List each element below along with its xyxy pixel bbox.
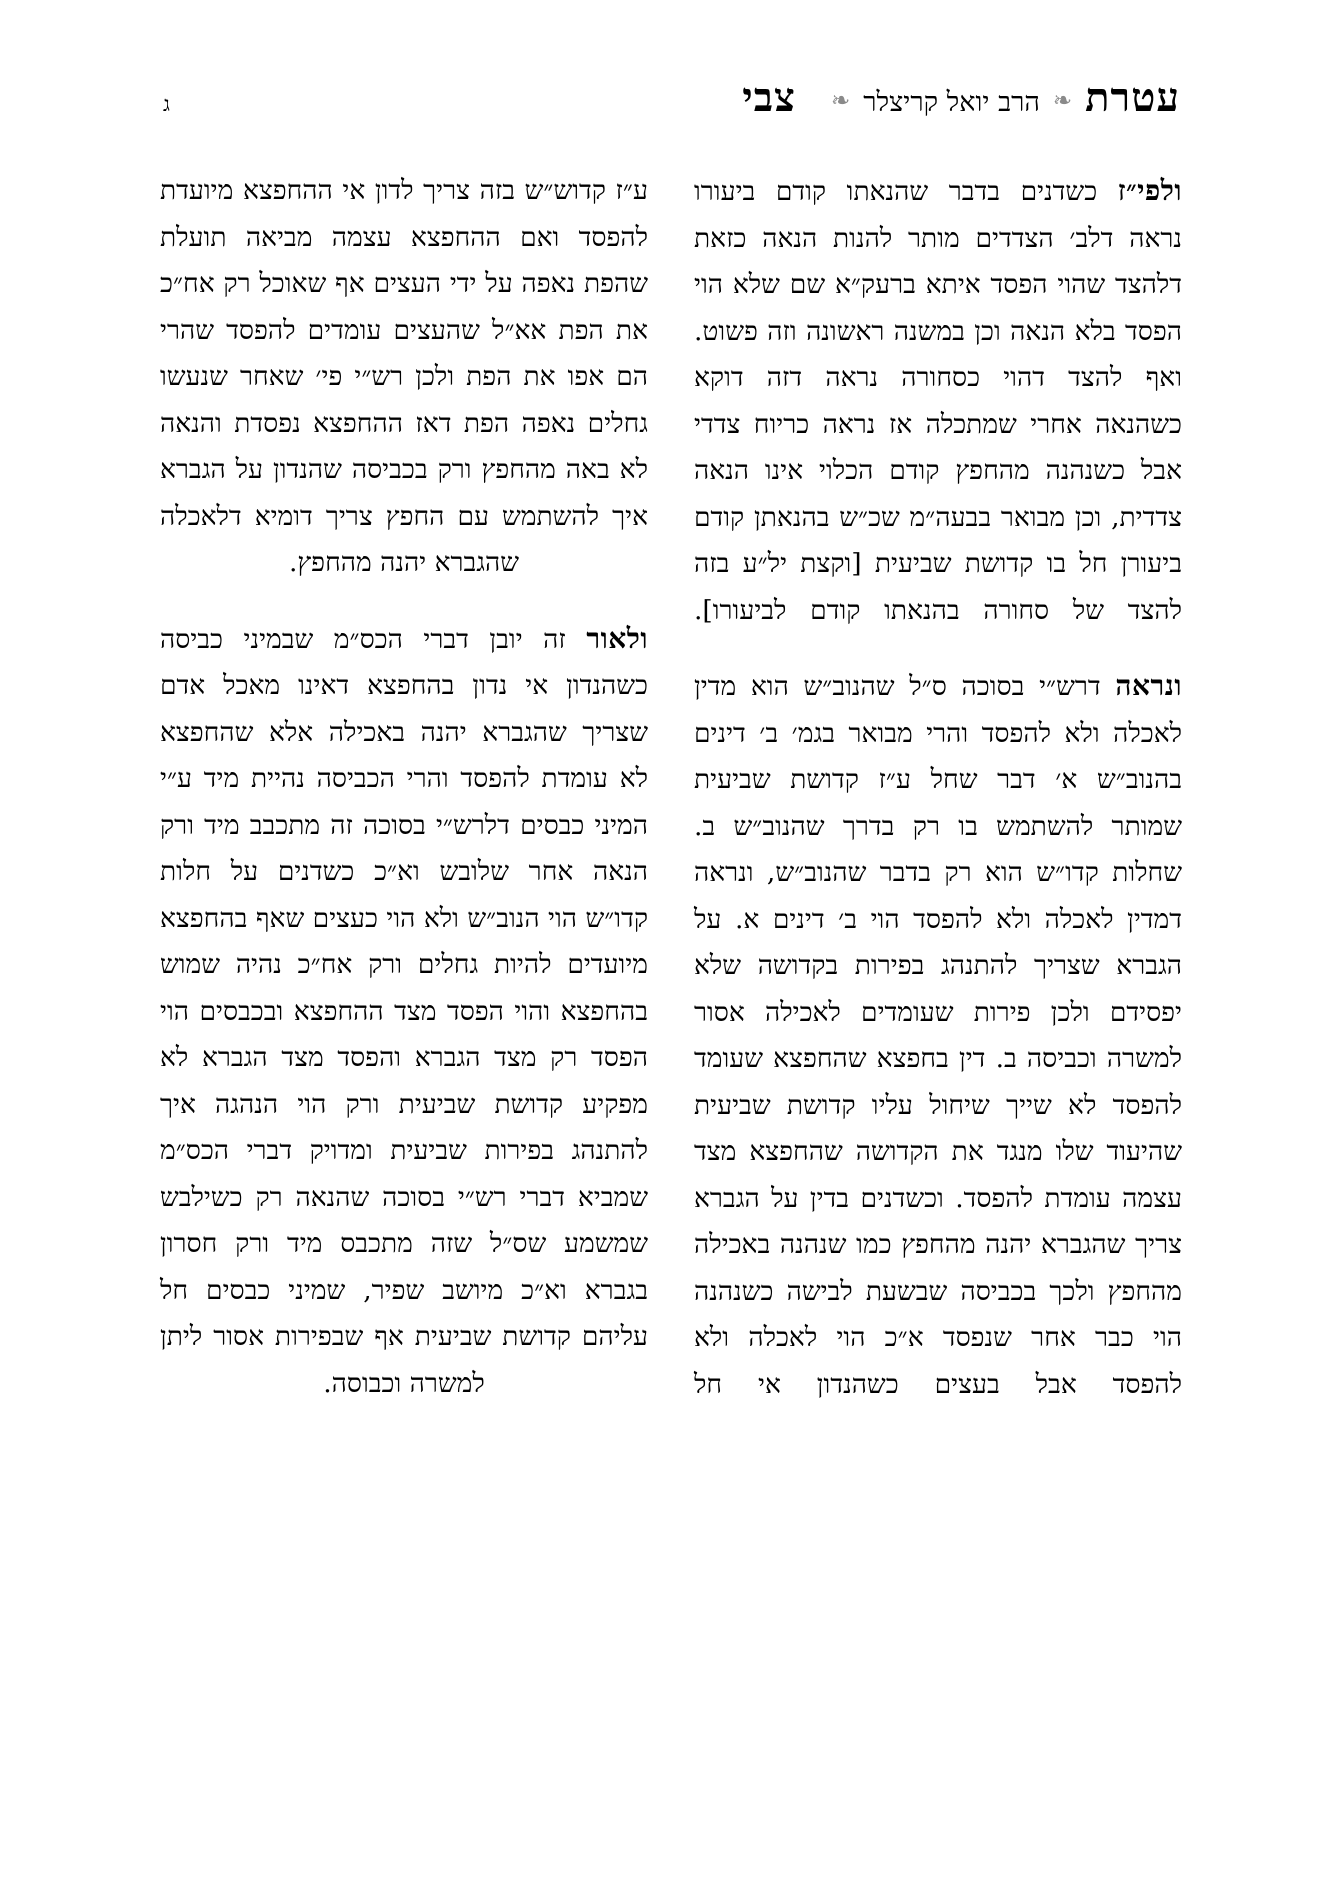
paragraph-lead-word: ולפי״ז [1117, 174, 1182, 207]
paragraph-lead-word: ונראה [1115, 669, 1182, 702]
author-name: הרב יואל קריצלר [863, 87, 1040, 118]
paragraph-body: זה יובן דברי הכס״מ שבמיני כביסה כשהנדון אי נדון בהחפצא דאינו מאכל אדם שצריך שהגברא יהנה באכילה אלא שהחפצא לא עומדת להפסד והרי הכביסה נהיית מיד ע״י המיני כבסים דלרש״י בסוכה זה מתכבב מיד ורק הנאה אחר שלובש וא״כ כשדנים על חלות קדו״ש הוי הנוב״ש ולא הוי כעצים שאף בהחפצא מיועדים להיות גחלים ורק אח״כ נהיה שמוש בהחפצא והוי הפסד מצד ההחפצא ובכבסים הוי הפסד רק מצד הגברא והפסד מצד הגברא לא מפקיע קדושת שביעית ורק הוי הנהגה איך להתנהג בפירות שביעית ומדויק דברי הכס״מ שמביא דברי רש״י בסוכה שהנאה רק כשילבש שמשמע שס״ל שזה מתכבס מיד ורק חסרון בגברא וא״כ מיושב שפיר, שמיני כבסים חל עליהם קדושת שביעית אף שבפירות אסור ליתן למשרה וכבוסה. [160, 623, 648, 1399]
paragraph-body: דרש״י בסוכה ס״ל שהנוב״ש הוא מדין לאכלה ולא להפסד והרי מבואר בגמ׳ ב׳ דינים בהנוב״ש א׳ דבר שחל ע״ז קדושת שביעית שמותר להשתמש בו רק בדרך שהנוב״ש ב. שחלות קדו״ש הוא רק בדבר שהנוב״ש, ונראה דמדין לאכלה ולא להפסד הוי ב׳ דינים א. על הגברא שצריך להתנהג בפירות בקדושה שלא יפסידם ולכן פירות שעומדים לאכילה אסור למשרה וכביסה ב. דין בחפצא שהחפצא שעומד להפסד לא שייך שיחול עליו קדושת שביעית שהיעוד שלו מנגד את הקדושה שהחפצא מצד עצמה עומדת להפסד. וכשדנים בדין על הגברא צריך שהגברא יהנה מהחפץ כמו שנהנה באכילה מהחפץ ולכך בכביסה שבשעת לבישה כשנהנה הוי כבר אחר שנפסד א״כ הוי לאכלה ולא להפסד אבל בעצים כשהנדון אי חל [694, 671, 1182, 1400]
paragraph [694, 663, 1182, 1408]
paragraph-body: כשדנים בדבר שהנאתו קודם ביעורו נראה דלב׳ הצדדים מותר להנות הנאה כזאת דלהצד שהוי הפסד איתא ברעק״א שם שלא הוי הפסד בלא הנאה וכן במשנה ראשונה וזה פשוט. ואף להצד דהוי כסחורה נראה דזה דוקא כשהנאה אחרי שמתכלה אז נראה כריוח צדדי אבל כשנהנה מהחפץ קודם הכלוי אינו הנאה צדדית, וכן מבואר בבעה״מ שכ״ש בהנאתן קודם ביעורן חל בו קדושת שביעית [וקצת יל״ע בזה להצד של סחורה בהנאתו קודם לביעורו]. [694, 176, 1182, 626]
paragraph [694, 168, 1182, 634]
paragraph [160, 168, 648, 587]
column-left [160, 168, 648, 1408]
ornament-right-icon: ❧ [1052, 88, 1073, 114]
book-title-left: צבי [742, 74, 796, 121]
ornament-left-icon: ❧ [830, 88, 851, 114]
page-header [160, 74, 1180, 140]
column-right [694, 168, 1182, 1408]
paragraph-lead-word: ולאור [586, 621, 648, 655]
book-title-right: עטרת [1085, 74, 1180, 121]
paragraph-body: ע״ז קדוש״ש בזה צריך לדון אי ההחפצא מיועדת להפסד ואם ההחפצא עצמה מביאה תועלת שהפת נאפה על ידי העצים אף שאוכל רק אח״כ את הפת אא״ל שהעצים עומדים להפסד שהרי הם אפו את הפת ולכן רש״י פי׳ שאחר שנעשו גחלים נאפה הפת דאז ההחפצא נפסדת והנאה לא באה מהחפץ ורק בכביסה שהנדון על הגברא איך להשתמש עם החפץ צריך דומיא דלאכלה שהגברא יהנה מהחפץ. [160, 175, 648, 578]
body-columns [160, 168, 1182, 1408]
paragraph [160, 616, 648, 1408]
folio-number: ג [163, 92, 170, 116]
